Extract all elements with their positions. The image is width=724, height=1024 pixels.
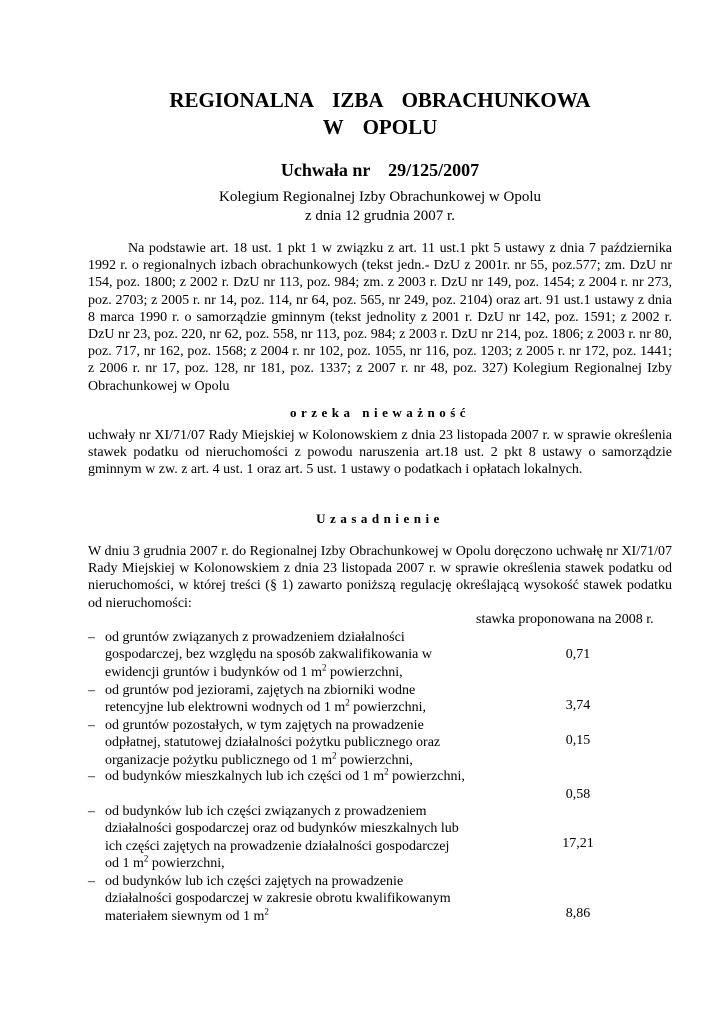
institution-name: REGIONALNA IZBA OBRACHUNKOWA bbox=[169, 88, 591, 112]
superscript: 2 bbox=[332, 750, 337, 761]
rate-description-text: od gruntów pozostałych, w tym zajętych na prowadzenie odpłatnej, statutowej działalności pożytku publicznego oraz organizacje pożytku publicznego od 1 m bbox=[105, 718, 441, 768]
justification-heading: Uzasadnienie bbox=[316, 511, 444, 526]
rate-description-tail: powierzchni, bbox=[326, 664, 403, 680]
rate-value: 3,74 bbox=[565, 698, 591, 713]
superscript: 2 bbox=[384, 766, 389, 777]
rate-description-text: od gruntów związanych z prowadzeniem działalności gospodarczej, bez względu na sposób zakwalifikowania w ewidencji gruntów i budynków od 1 m bbox=[105, 630, 432, 680]
list-dash: – bbox=[88, 630, 95, 645]
rate-description-text: od gruntów pod jeziorami, zajętych na zbiorniki wodne retencyjne lub elektrowni wodnych od 1 m bbox=[105, 683, 416, 716]
resolution-date: z dnia 12 grudnia 2007 r. bbox=[305, 208, 455, 224]
superscript: 2 bbox=[321, 662, 327, 673]
rate-description bbox=[105, 629, 465, 681]
legal-basis-text: Na podstawie art. 18 ust. 1 pkt 1 w związku z art. 11 ust.1 pkt 5 ustawy z dnia 7 października 1992 r. o regionalnych izbach obrachunkowych (tekst jedn.- DzU z 2001r. nr 55, poz.577; zm. DzU nr 154, poz. 1800; z 2002 r. DzU nr 113, poz. 984; zm. z 2003 r. DzU nr 149, poz. 1454; z 2004 r. nr 273, poz. 2703; z 2005 r. nr 14, poz. 114, nr 64, poz. 565, nr 249, poz. 2104) oraz art. 91 ust.1 ustawy z dnia 8 marca 1990 r. o samorządzie gminnym (tekst jednolity z 2001 r. DzU nr 142, poz. 1591; z 2002 r. DzU nr 23, poz. 220, nr 62, poz. 558, nr 113, poz. 984; z 2003 r. DzU nr 214, poz. 1806; z 2003 r. nr 80, poz. 717, nr 162, poz. 1568; z 2004 r. nr 102, poz. 1055, nr 116, poz. 1203; z 2005 r. nr 172, poz. 1441; z 2006 r. nr 17, poz. 128, nr 181, poz. 1337; z 2007 r. nr 48, poz. 327) Kolegium Regionalnej Izby Obrachunkowej w Opolu bbox=[88, 241, 672, 394]
list-dash: – bbox=[88, 718, 95, 733]
rate-value: 8,86 bbox=[565, 906, 591, 921]
superscript: 2 bbox=[345, 697, 350, 708]
legal-basis-paragraph bbox=[88, 240, 672, 395]
rate-description-text: od budynków mieszkalnych lub ich części od 1 m bbox=[105, 769, 385, 784]
rate-description bbox=[105, 873, 465, 925]
decision-paragraph: uchwały nr XI/71/07 Rady Miejskiej w Kolonowskiem z dnia 23 listopada 2007 r. w sprawie określenia stawek podatku od nieruchomości z powodu naruszenia art.18 ust. 2 pkt 8 ustawy o samorządzie gminnym w zw. z art. 4 ust. 1 oraz art. 5 ust. 1 ustawy o podatkach i opłatach lokalnych. bbox=[88, 428, 672, 478]
rate-description bbox=[105, 803, 465, 873]
rate-description bbox=[105, 682, 465, 717]
rate-description-tail: powierzchni, bbox=[349, 700, 426, 716]
rate-description-text: od budynków lub ich części związanych z prowadzeniem działalności gospodarczej oraz od budynków mieszkalnych lub ich części zajętych na prowadzenie działalności gospodarczej od 1 m bbox=[105, 804, 459, 872]
resolution-title: Uchwała nr 29/125/2007 bbox=[280, 160, 480, 180]
decision-heading: orzeka nieważność bbox=[289, 405, 471, 420]
superscript: 2 bbox=[264, 906, 269, 917]
rate-description-text: od budynków lub ich części zajętych na prowadzenie działalności gospodarczej w zakresie obrotu kwalifikowanym materiałem siewnym od 1 m bbox=[105, 874, 451, 924]
rate-value: 17,21 bbox=[562, 836, 594, 851]
rate-description-tail: powierzchni, bbox=[388, 769, 465, 784]
rate-description bbox=[105, 717, 465, 769]
list-dash: – bbox=[88, 804, 95, 819]
rate-value: 0,58 bbox=[565, 787, 591, 802]
list-dash: – bbox=[88, 769, 95, 784]
rate-description-tail: powierzchni, bbox=[148, 856, 225, 872]
institution-city: W OPOLU bbox=[322, 115, 438, 139]
list-dash: – bbox=[88, 874, 95, 889]
resolution-body-name: Kolegium Regionalnej Izby Obrachunkowej w Opolu bbox=[218, 189, 541, 205]
resolution-body bbox=[88, 188, 672, 226]
justification-paragraph: W dniu 3 grudnia 2007 r. do Regionalnej Izby Obrachunkowej w Opolu doręczono uchwałę nr XI/71/07 Rady Miejskiej w Kolonowskiem z dnia 23 listopada 2007 r. w sprawie określenia stawek podatku od nieruchomości, w której treści (§ 1) zawarto poniższą regulację określającą wysokość stawek podatku od nieruchomości: bbox=[88, 544, 672, 611]
rate-column-header: stawka proponowana na 2008 r. bbox=[476, 612, 654, 627]
superscript: 2 bbox=[143, 853, 149, 864]
rate-description bbox=[105, 768, 465, 785]
rate-value: 0,15 bbox=[565, 733, 591, 748]
list-dash: – bbox=[88, 683, 95, 698]
rate-description-tail: powierzchni, bbox=[336, 752, 413, 768]
rate-value: 0,71 bbox=[565, 647, 591, 662]
